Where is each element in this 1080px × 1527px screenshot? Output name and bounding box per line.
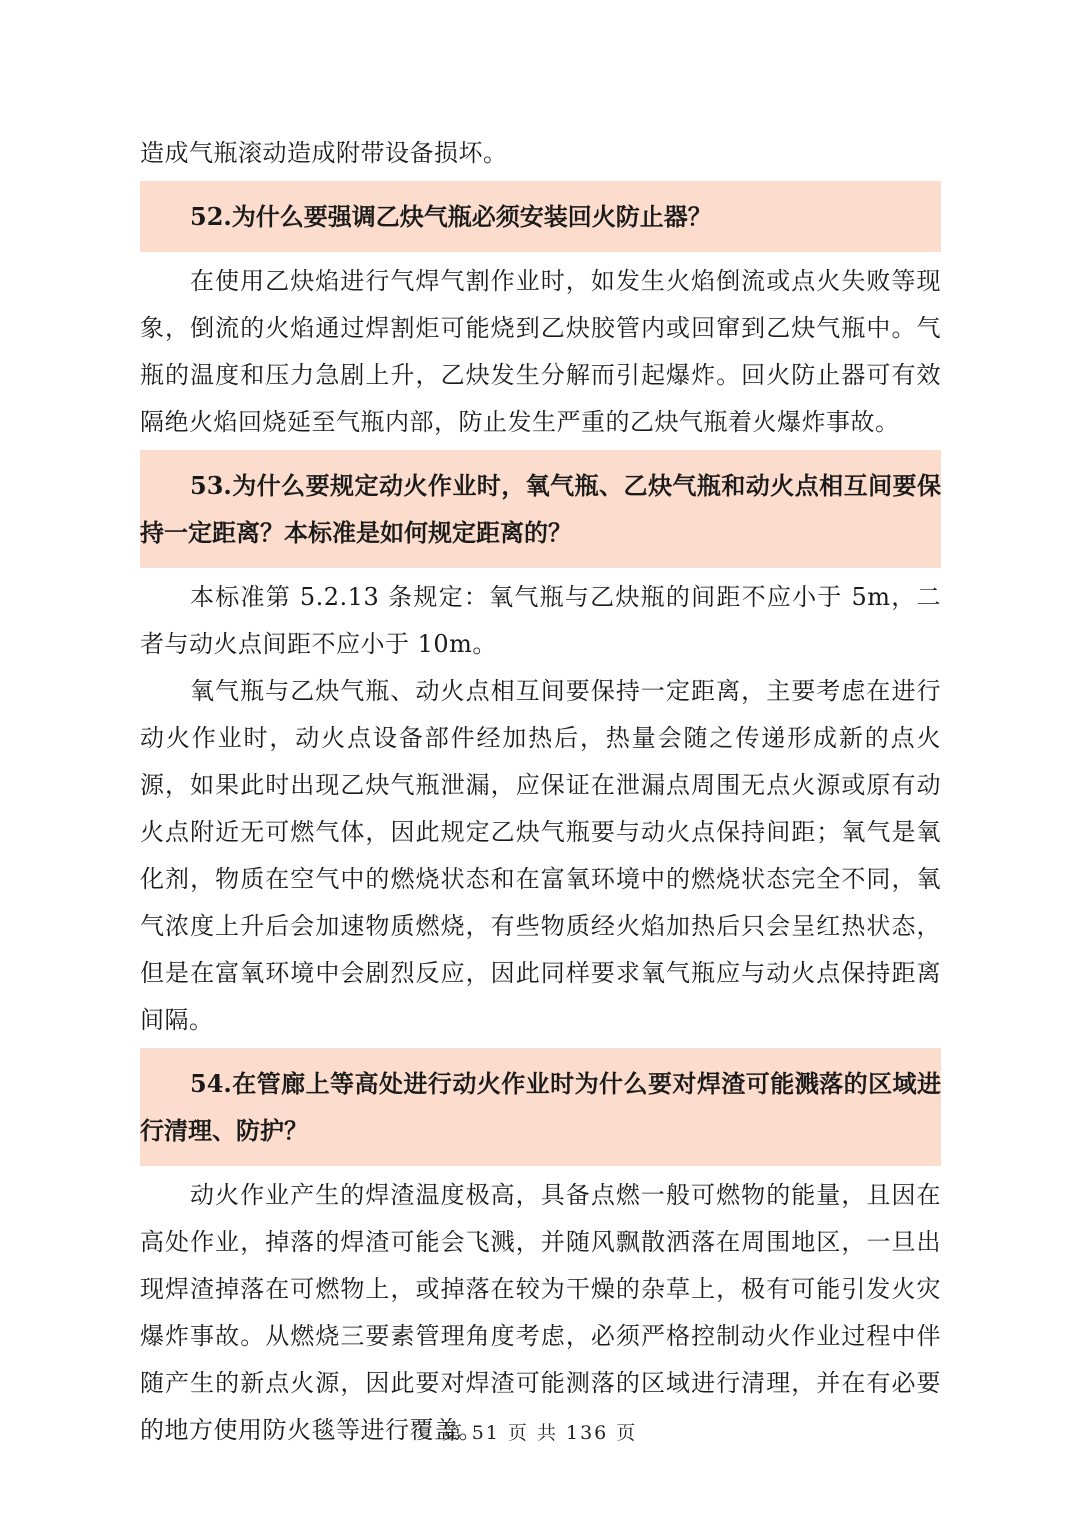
question-box-53: [140, 450, 941, 568]
page-number-footer: 第 51 页 共 136 页: [442, 1422, 638, 1444]
question-box-52: [140, 181, 941, 252]
paragraph-continued: 造成气瓶滚动造成附带设备损坏。: [140, 139, 508, 167]
answer-52: 在使用乙炔焰进行气焊气割作业时，如发生火焰倒流或点火失败等现象，倒流的火焰通过焊割炬可能烧到乙炔胶管内或回窜到乙炔气瓶中。气瓶的温度和压力急剧上升，乙炔发生分解而引起爆炸。回火防止器可有效隔绝火焰回烧延至气瓶内部，防止发生严重的乙炔气瓶着火爆炸事故。: [140, 267, 941, 436]
answer-54: 动火作业产生的焊渣温度极高，具备点燃一般可燃物的能量，且因在高处作业，掉落的焊渣可能会飞溅，并随风飘散洒落在周围地区，一旦出现焊渣掉落在可燃物上，或掉落在较为干燥的杂草上，极有可能引发火灾爆炸事故。从燃烧三要素管理角度考虑，必须严格控制动火作业过程中伴随产生的新点火源，因此要对焊渣可能测落的区域进行清理，并在有必要的地方使用防火毯等进行覆盖。: [140, 1181, 941, 1444]
answer-53-part2: 氧气瓶与乙炔气瓶、动火点相互间要保持一定距离，主要考虑在进行动火作业时，动火点设备部件经加热后，热量会随之传递形成新的点火源，如果此时出现乙炔气瓶泄漏，应保证在泄漏点周围无点火源或原有动火点附近无可燃气体，因此规定乙炔气瓶要与动火点保持间距；氧气是氧化剂，物质在空气中的燃烧状态和在富氧环境中的燃烧状态完全不同，氧气浓度上升后会加速物质燃烧，有些物质经火焰加热后只会呈红热状态，但是在富氧环境中会剧烈反应，因此同样要求氧气瓶应与动火点保持距离间隔。: [140, 677, 941, 1034]
question-54: 54.在管廊上等高处进行动火作业时为什么要对焊渣可能溅落的区域进行清理、防护？: [140, 1069, 941, 1145]
question-53: 53.为什么要规定动火作业时，氧气瓶、乙炔气瓶和动火点相互间要保持一定距离？本标准是如何规定距离的？: [140, 471, 941, 547]
document-body: [140, 130, 941, 1454]
answer-53-part1: 本标准第 5.2.13 条规定：氧气瓶与乙炔瓶的间距不应小于 5m，二者与动火点间距不应小于 10m。: [140, 583, 941, 658]
question-52: 52.为什么要强调乙炔气瓶必须安装回火防止器？: [190, 202, 712, 231]
question-box-54: [140, 1048, 941, 1166]
